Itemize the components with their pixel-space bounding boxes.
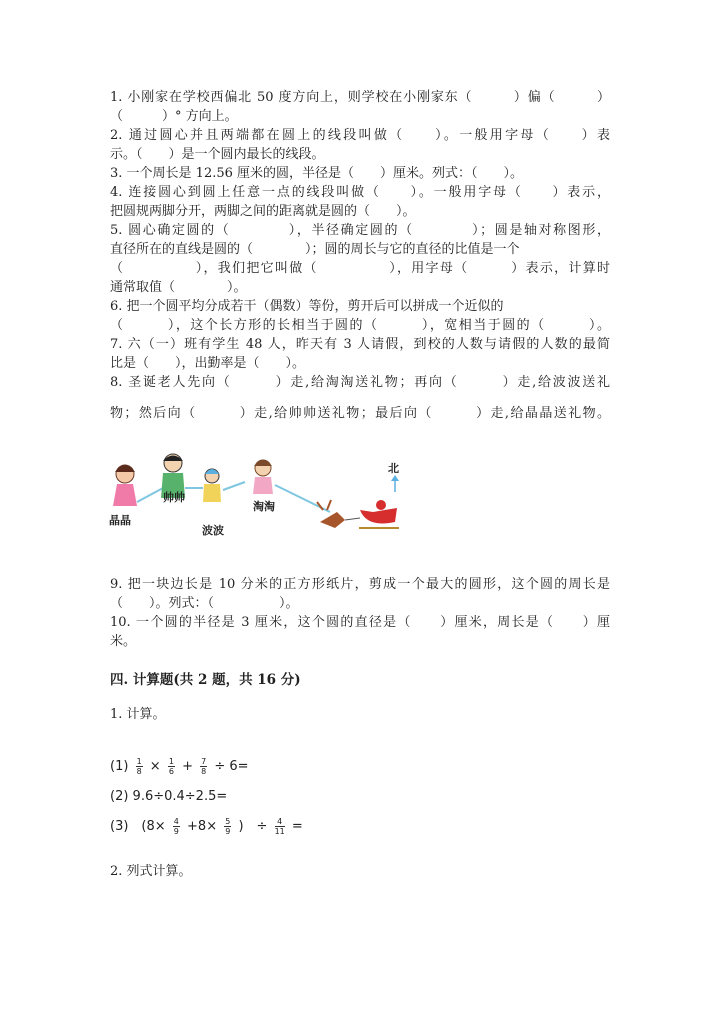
fraction: $\frac{7}{8}$ — [201, 757, 207, 776]
question-4-line-1: 4. 连接圆心到圆上任意一点的线段叫做（ ）。一般用字母（ ）表示， — [110, 185, 610, 200]
route-segment — [223, 482, 245, 490]
taotao-figure — [253, 460, 273, 494]
calc-expression-2: (2) 9.6÷0.4÷2.5= — [110, 789, 228, 804]
question-1-line-2: （ ）° 方向上。 — [110, 109, 238, 124]
question-8-line-2: 物；然后向（ ）走,给帅帅送礼物；最后向（ ）走,给晶晶送礼物。 — [110, 406, 610, 421]
label-shuaishuai: 帅帅 — [163, 491, 185, 504]
fraction: $\frac{5}{9}$ — [225, 817, 231, 836]
jingjing-figure — [113, 465, 137, 506]
question-6-line-1: 6. 把一个圆平均分成若干（偶数）等份，剪开后可以拼成一个近似的 — [110, 299, 504, 314]
question-4-line-2: 把圆规两脚分开，两脚之间的距离就是圆的（ ）。 — [110, 204, 416, 219]
question-1-line-1: 1. 小刚家在学校西偏北 50 度方向上，则学校在小刚家东（ ）偏（ ） — [110, 90, 610, 105]
section-4-title: 四. 计算题(共 2 题，共 16 分) — [110, 672, 301, 688]
question-5-line-3: （ ），我们把它叫做（ ），用字母（ ）表示，计算时 — [110, 261, 610, 276]
question-9-line-1: 9. 把一块边长是 10 分米的正方形纸片，剪成一个最大的圆形，这个圆的周长是 — [110, 577, 610, 592]
label-taotao: 淘淘 — [253, 500, 275, 513]
label-bobo: 波波 — [202, 524, 224, 537]
question-6-line-2: （ ），这个长方形的长相当于圆的（ ），宽相当于圆的（ ）。 — [110, 318, 610, 333]
question-7-line-2: 比是（ ），出勤率是（ ）。 — [110, 356, 306, 371]
santa-route-figure — [105, 450, 415, 550]
calc1-prefix: (1) — [110, 759, 129, 774]
fraction: $\frac{1}{8}$ — [136, 757, 142, 776]
calc3-prefix: (3) (8× — [110, 819, 166, 834]
question-3-line-1: 3. 一个周长是 12.56 厘米的圆，半径是（ ）厘米。列式：（ ）。 — [110, 166, 524, 181]
question-10-line-2: 米。 — [110, 634, 137, 649]
question-10-line-1: 10. 一个圆的半径是 3 厘米，这个圆的直径是（ ）厘米，周长是（ ）厘 — [110, 615, 610, 630]
fraction: $\frac{1}{6}$ — [168, 757, 174, 776]
fraction: $\frac{4}{9}$ — [173, 817, 179, 836]
label-jingjing: 晶晶 — [109, 514, 131, 527]
question-2-line-2: 示。（ ）是一个圆内最长的线段。 — [110, 147, 325, 162]
calc-expression-3 — [110, 815, 303, 836]
operator: + — [182, 759, 193, 774]
question-5-line-4: 通常取值（ ）。 — [110, 280, 247, 295]
bobo-figure — [203, 469, 221, 502]
calc3-close: ) ÷ — [238, 819, 268, 834]
route-segment — [137, 488, 163, 502]
question-7-line-1: 7. 六（一）班有学生 48 人，昨天有 3 人请假，到校的人数与请假的人数的最简 — [110, 337, 610, 352]
operator: × — [149, 759, 161, 774]
santa-sleigh-figure — [317, 500, 399, 528]
question-8-line-1: 8. 圣诞老人先向（ ）走,给淘淘送礼物；再向（ ）走,给波波送礼 — [110, 375, 610, 390]
question-2-line-1: 2. 通过圆心并且两端都在圆上的线段叫做（ ）。一般用字母（ ）表 — [110, 128, 610, 143]
calc-question-1: 1. 计算。 — [110, 707, 166, 722]
calc-expression-1 — [110, 757, 249, 776]
north-arrow-icon — [391, 475, 399, 492]
calc3-mid: +8× — [187, 819, 218, 834]
question-9-line-2: （ ）。列式：（ ）。 — [110, 596, 299, 611]
question-5-line-1: 5. 圆心确定圆的（ ），半径确定圆的（ ）；圆是轴对称图形， — [110, 223, 610, 238]
calc3-end: = — [291, 819, 303, 834]
question-5-line-2: 直径所在的直线是圆的（ ）；圆的周长与它的直径的比值是一个 — [110, 242, 520, 257]
calc1-tail: ÷ 6= — [214, 759, 249, 774]
fraction: $\frac{4}{11}$ — [274, 817, 285, 836]
label-north: 北 — [388, 462, 399, 475]
calc-question-2: 2. 列式计算。 — [110, 864, 192, 879]
